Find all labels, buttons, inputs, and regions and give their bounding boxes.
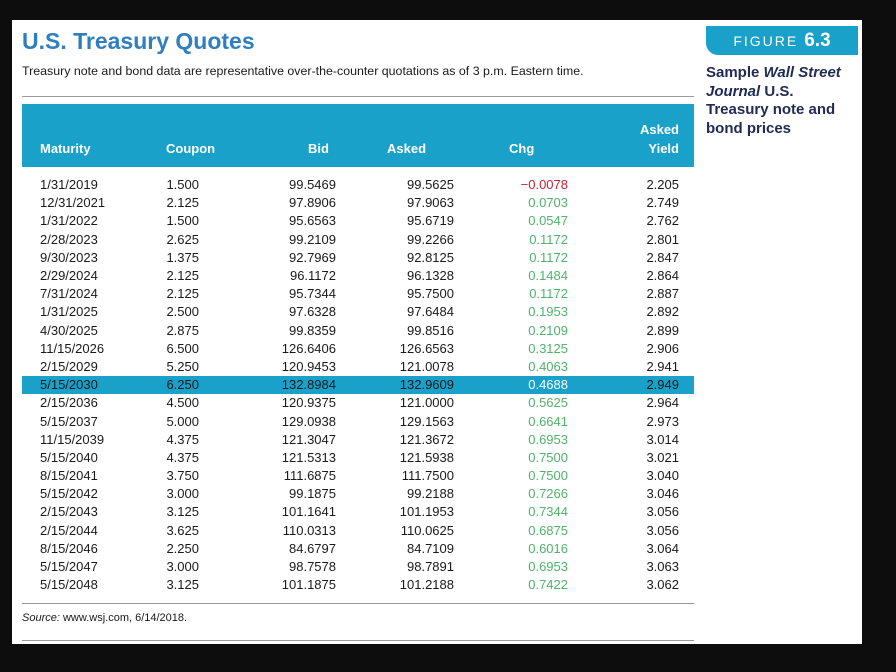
cell-maturity: 5/15/2047: [40, 559, 98, 575]
cell-bid: 129.0938: [281, 413, 336, 429]
cell-chg: 0.7422: [528, 577, 568, 593]
cell-coupon: 6.500: [166, 340, 199, 356]
cell-coupon: 1.500: [166, 213, 199, 229]
cell-coupon: 3.000: [166, 559, 199, 575]
cell-bid: 92.7969: [289, 249, 336, 265]
table-row: [22, 267, 694, 285]
cell-bid: 121.5313: [281, 449, 336, 465]
figure-caption: [706, 64, 860, 138]
table-row: [22, 394, 694, 412]
figure-number: 6.3: [804, 30, 831, 51]
header-spacer: [22, 167, 694, 176]
cell-coupon: 2.125: [166, 286, 199, 302]
cell-bid: 110.0313: [282, 522, 336, 538]
col-header-asked-yield: [583, 104, 694, 167]
cell-chg: 0.1172: [529, 286, 568, 302]
cell-asked: 121.0000: [399, 395, 454, 411]
cell-asked: 99.2188: [407, 486, 454, 502]
cell-asked: 95.7500: [407, 286, 454, 302]
cell-bid: 111.6875: [283, 468, 336, 484]
cell-bid: 121.3047: [281, 431, 336, 447]
cell-bid: 126.6406: [281, 340, 336, 356]
table-row: [22, 522, 694, 540]
cell-asked-yield: 3.064: [646, 540, 679, 556]
cell-asked: 97.9063: [407, 195, 454, 211]
cell-maturity: 9/30/2023: [40, 249, 98, 265]
cell-coupon: 2.125: [166, 195, 199, 211]
cell-coupon: 3.000: [166, 486, 199, 502]
cell-asked-yield: 2.749: [646, 195, 679, 211]
cell-coupon: 3.750: [166, 468, 199, 484]
page-subtitle: Treasury note and bond data are representative over-the-counter quotations as of 3 p.m. Eastern time.: [22, 64, 584, 78]
cell-bid: 101.1641: [281, 504, 336, 520]
caption-italic: Wall Street Journal: [706, 64, 841, 100]
cell-coupon: 4.500: [166, 395, 199, 411]
cell-asked: 110.0625: [400, 522, 454, 538]
cell-maturity: 1/31/2025: [40, 304, 98, 320]
cell-coupon: 4.375: [166, 431, 199, 447]
cell-asked-yield: 2.801: [646, 231, 679, 247]
cell-asked: 97.6484: [407, 304, 454, 320]
cell-bid: 97.8906: [289, 195, 336, 211]
cell-coupon: 2.125: [166, 268, 199, 284]
document-page: [12, 20, 862, 644]
cell-bid: 99.1875: [289, 486, 336, 502]
page-title: U.S. Treasury Quotes: [22, 28, 255, 54]
table-row: [22, 376, 694, 394]
cell-chg: 0.6953: [528, 559, 568, 575]
cell-maturity: 2/15/2029: [40, 358, 98, 374]
cell-asked-yield: 3.046: [646, 486, 679, 502]
cell-asked: 84.7109: [407, 540, 454, 556]
cell-bid: 84.6797: [289, 540, 336, 556]
cell-bid: 120.9453: [281, 358, 336, 374]
cell-maturity: 11/15/2039: [40, 431, 105, 447]
cell-maturity: 5/15/2042: [40, 486, 98, 502]
cell-chg: −0.0078: [520, 177, 568, 193]
cell-coupon: 2.625: [166, 231, 199, 247]
asked-yield-line1: Asked: [639, 122, 679, 137]
cell-maturity: 1/31/2022: [40, 213, 98, 229]
cell-asked: 99.8516: [407, 322, 454, 338]
cell-asked: 121.3672: [399, 431, 454, 447]
cell-bid: 97.6328: [289, 304, 336, 320]
table-row: [22, 467, 694, 485]
cell-maturity: 2/15/2043: [40, 504, 98, 520]
cell-chg: 0.7266: [528, 486, 568, 502]
figure-label: FIGURE: [733, 33, 799, 49]
asked-yield-line2: Yield: [648, 141, 679, 156]
cell-bid: 99.8359: [289, 322, 336, 338]
table-row: [22, 303, 694, 321]
table-body: [22, 167, 694, 594]
cell-asked: 98.7891: [407, 559, 454, 575]
cell-bid: 96.1172: [289, 268, 336, 284]
cell-chg: 0.6641: [528, 413, 568, 429]
cell-asked: 132.9609: [361, 376, 481, 394]
cell-asked: 101.2188: [399, 577, 454, 593]
cell-maturity: 1/31/2019: [40, 177, 98, 193]
source-text: www.wsj.com, 6/14/2018.: [59, 612, 188, 624]
top-divider: [22, 96, 694, 97]
cell-maturity: 5/15/2037: [40, 413, 98, 429]
table-row: [22, 249, 694, 267]
cell-asked: 121.5938: [399, 449, 454, 465]
table-row: [22, 176, 694, 194]
table-header: [22, 104, 694, 167]
bottom-divider: [22, 603, 694, 604]
cell-chg: 0.2109: [528, 322, 568, 338]
cell-maturity: 4/30/2025: [40, 322, 98, 338]
cell-asked-yield: 3.021: [646, 449, 679, 465]
table-row: [22, 449, 694, 467]
cell-asked-yield: 3.056: [646, 522, 679, 538]
cell-bid: 98.7578: [289, 559, 336, 575]
cell-chg: 0.5625: [528, 395, 568, 411]
cell-chg: 0.1172: [529, 231, 568, 247]
cell-asked-yield: 2.941: [646, 358, 679, 374]
cell-asked-yield: 2.906: [646, 340, 679, 356]
cell-maturity: 5/15/2048: [40, 577, 98, 593]
cell-chg: 0.4063: [528, 358, 568, 374]
cell-chg: 0.6953: [528, 431, 568, 447]
table-row: [22, 340, 694, 358]
table-row: [22, 540, 694, 558]
cell-maturity: 5/15/2030: [22, 376, 140, 394]
cell-coupon: 2.500: [166, 304, 199, 320]
cell-asked-yield: 3.014: [646, 431, 679, 447]
cell-coupon: 5.250: [166, 358, 199, 374]
table-row: [22, 412, 694, 430]
cell-asked: 129.1563: [399, 413, 454, 429]
cell-bid: 132.8984: [248, 376, 361, 394]
col-header-coupon: Coupon: [166, 141, 216, 156]
source-label: Source:: [22, 612, 60, 624]
cell-asked-yield: 2.762: [646, 213, 679, 229]
cell-asked-yield: 3.062: [646, 577, 679, 593]
cell-chg: 0.1953: [528, 304, 568, 320]
cell-bid: 120.9375: [281, 395, 336, 411]
cell-chg: 0.0703: [528, 195, 568, 211]
cell-maturity: 8/15/2041: [40, 468, 98, 484]
cell-coupon: 3.125: [166, 577, 199, 593]
table-row: [22, 503, 694, 521]
table-row: [22, 558, 694, 576]
cell-asked-yield: 2.973: [646, 413, 679, 429]
cell-coupon: 2.250: [166, 540, 199, 556]
cell-bid: 101.1875: [281, 577, 336, 593]
cell-asked-yield: 3.040: [646, 468, 679, 484]
cell-maturity: 11/15/2026: [40, 340, 105, 356]
cell-asked: 111.7500: [401, 468, 454, 484]
end-divider: [22, 640, 694, 641]
cell-asked: 101.1953: [399, 504, 454, 520]
cell-asked: 92.8125: [407, 249, 454, 265]
cell-bid: 99.5469: [289, 177, 336, 193]
col-header-chg: Chg: [509, 141, 535, 156]
table-row: [22, 322, 694, 340]
source-note: [22, 612, 187, 624]
cell-bid: 95.6563: [289, 213, 336, 229]
col-header-asked: Asked: [387, 141, 427, 156]
table-row: [22, 285, 694, 303]
col-header-maturity: Maturity: [40, 141, 91, 156]
cell-asked: 121.0078: [399, 358, 454, 374]
cell-asked: 99.5625: [407, 177, 454, 193]
cell-coupon: 2.875: [166, 322, 199, 338]
cell-asked: 99.2266: [407, 231, 454, 247]
cell-bid: 99.2109: [289, 231, 336, 247]
cell-coupon: 3.125: [166, 504, 199, 520]
table-row: [22, 194, 694, 212]
cell-asked-yield: 2.899: [646, 322, 679, 338]
cell-coupon: 4.375: [166, 449, 199, 465]
table-row: [22, 212, 694, 230]
cell-asked-yield: 2.949: [583, 376, 694, 394]
quotes-table-container: [22, 104, 694, 594]
table-row: [22, 485, 694, 503]
cell-maturity: 7/31/2024: [40, 286, 98, 302]
cell-asked: 126.6563: [399, 340, 454, 356]
cell-coupon: 1.500: [166, 177, 199, 193]
cell-chg: 0.6875: [528, 522, 568, 538]
cell-asked-yield: 3.063: [646, 559, 679, 575]
cell-asked: 95.6719: [407, 213, 454, 229]
cell-asked-yield: 2.205: [646, 177, 679, 193]
caption-suffix: U.S. Treasury note and bond prices: [706, 82, 836, 137]
col-header-bid: Bid: [308, 141, 329, 156]
cell-maturity: 2/29/2024: [40, 268, 98, 284]
cell-maturity: 2/28/2023: [40, 231, 98, 247]
cell-maturity: 8/15/2046: [40, 540, 98, 556]
cell-asked-yield: 2.847: [646, 249, 679, 265]
table-row: [22, 431, 694, 449]
caption-prefix: Sample: [706, 64, 764, 81]
quotes-table: [22, 104, 694, 594]
cell-asked-yield: 2.887: [646, 286, 679, 302]
cell-asked-yield: 3.056: [646, 504, 679, 520]
cell-chg: 0.1172: [529, 249, 568, 265]
cell-coupon: 5.000: [166, 413, 199, 429]
cell-chg: 0.7500: [528, 449, 568, 465]
cell-chg: 0.7344: [528, 504, 568, 520]
cell-coupon: 3.625: [166, 522, 199, 538]
cell-asked-yield: 2.892: [646, 304, 679, 320]
cell-chg: 0.0547: [528, 213, 568, 229]
cell-maturity: 5/15/2040: [40, 449, 98, 465]
cell-maturity: 2/15/2044: [40, 522, 98, 538]
cell-chg: 0.7500: [528, 468, 568, 484]
table-row: [22, 231, 694, 249]
cell-asked-yield: 2.964: [646, 395, 679, 411]
cell-chg: 0.1484: [528, 268, 568, 284]
cell-maturity: 2/15/2036: [40, 395, 98, 411]
cell-asked: 96.1328: [407, 268, 454, 284]
cell-chg: 0.3125: [528, 340, 568, 356]
figure-badge: [706, 26, 858, 55]
cell-asked-yield: 2.864: [646, 268, 679, 284]
cell-coupon: 6.250: [140, 376, 248, 394]
table-row: [22, 358, 694, 376]
cell-coupon: 1.375: [166, 249, 199, 265]
cell-chg: 0.6016: [528, 540, 568, 556]
cell-bid: 95.7344: [289, 286, 336, 302]
cell-chg: 0.4688: [481, 376, 583, 394]
table-row: [22, 576, 694, 594]
cell-maturity: 12/31/2021: [40, 195, 106, 211]
